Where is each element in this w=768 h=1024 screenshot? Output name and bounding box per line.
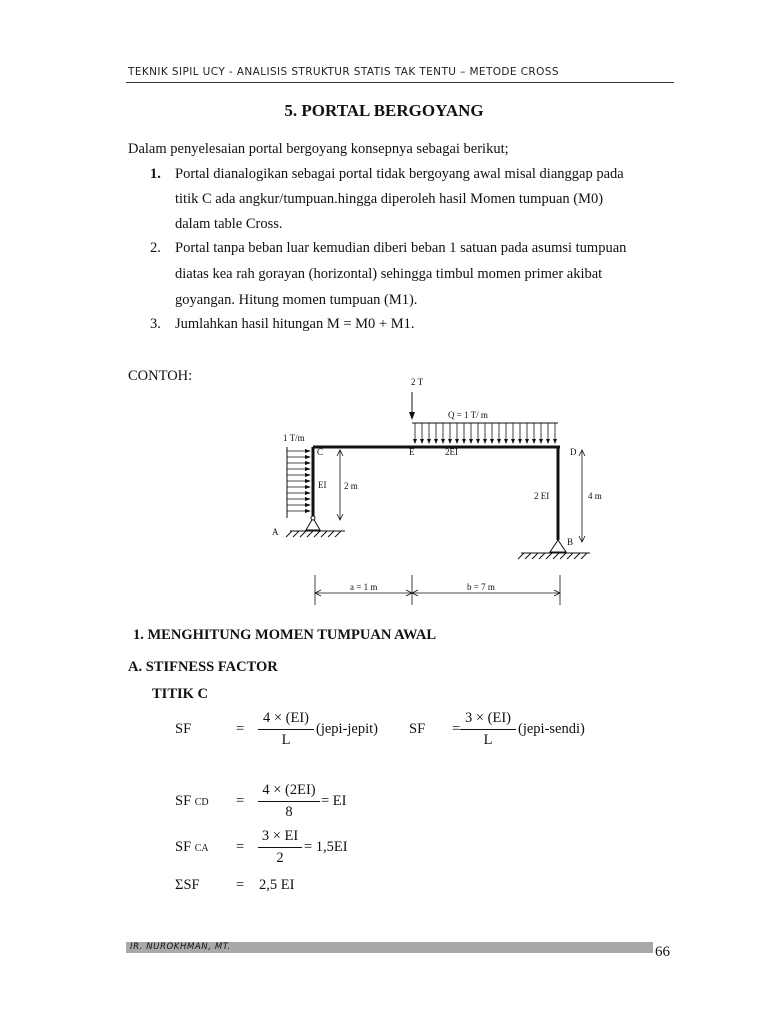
label-node-b: B xyxy=(567,537,574,547)
page-title: 5. PORTAL BERGOYANG xyxy=(284,101,484,120)
titik-heading: TITIK C xyxy=(152,686,209,702)
sum-sf-label: ΣSF xyxy=(175,877,200,893)
fraction-cd xyxy=(258,782,320,821)
sf-cd-label xyxy=(175,793,209,810)
fraction-jepit-den: L xyxy=(281,732,291,748)
label-node-c: C xyxy=(317,447,324,457)
step-2-line-2: diatas kea rah gorayan (horizontal) sehingga timbul momen primer akibat xyxy=(175,266,603,282)
fraction-jepit-num: 4 × (EI) xyxy=(258,710,314,730)
step-2-number: 2. xyxy=(150,240,161,256)
equals-ca: = xyxy=(236,839,245,855)
label-col-right-ei: 2 EI xyxy=(534,491,550,501)
step-3-number: 3. xyxy=(150,316,161,332)
step-2-line-1: Portal tanpa beban luar kemudian diberi beban 1 satuan pada asumsi tumpuan xyxy=(175,240,627,256)
sf-ca-result: = 1,5EI xyxy=(304,839,348,855)
label-node-e: E xyxy=(409,447,415,457)
label-beam-ei: 2EI xyxy=(445,447,458,457)
sf-ca-label xyxy=(175,839,209,856)
example-label: CONTOH: xyxy=(128,368,193,384)
fraction-cd-num: 4 × (2EI) xyxy=(258,782,320,802)
fraction-sendi-den: L xyxy=(483,732,493,748)
step-1-line-1: Portal dianalogikan sebagai portal tidak bergoyang awal misal dianggap pada xyxy=(175,166,624,182)
label-lateral-load: 1 T/m xyxy=(283,433,305,443)
label-dim-a: a = 1 m xyxy=(350,582,378,592)
support-a xyxy=(286,516,345,537)
fraction-ca-den: 2 xyxy=(276,850,284,866)
step-1-line-3: dalam table Cross. xyxy=(175,216,283,232)
dim-right-height xyxy=(579,450,585,542)
footer-author: IR. NUROKHMAN, MT. xyxy=(130,942,231,952)
support-b xyxy=(518,540,590,559)
page-number: 66 xyxy=(655,944,670,960)
label-point-load: 2 T xyxy=(411,377,424,387)
equals-sum: = xyxy=(236,877,245,893)
label-col-left-ei: EI xyxy=(318,480,327,490)
page-header: TEKNIK SIPIL UCY - ANALISIS STRUKTUR STATIS TAK TENTU – METODE CROSS xyxy=(128,66,559,78)
section-1-heading: 1. MENGHITUNG MOMEN TUMPUAN AWAL xyxy=(133,627,437,643)
fraction-cd-den: 8 xyxy=(285,804,293,820)
label-dist-load: Q = 1 T/ m xyxy=(448,410,488,420)
fraction-sendi-num: 3 × (EI) xyxy=(460,710,516,730)
sf-ca-label-main: SF xyxy=(175,839,192,855)
fraction-sendi xyxy=(460,710,516,749)
label-col-right-height: 4 m xyxy=(588,491,602,501)
sum-sf-value: 2,5 EI xyxy=(259,877,295,893)
fraction-jepit xyxy=(258,710,314,749)
sf-label-1: SF xyxy=(175,721,192,737)
label-node-a: A xyxy=(272,527,279,537)
sf-cd-label-main: SF xyxy=(175,793,192,809)
sf-label-2: SF xyxy=(409,721,426,737)
equals-cd: = xyxy=(236,793,245,809)
intro-text: Dalam penyelesaian portal bergoyang konsepnya sebagai berikut; xyxy=(128,141,509,157)
equals-2: = xyxy=(452,721,461,737)
step-3-line-1: Jumlahkan hasil hitungan M = M0 + M1. xyxy=(175,316,415,332)
step-1-number: 1. xyxy=(150,166,161,182)
sf-cd-subscript: CD xyxy=(194,797,209,808)
label-node-d: D xyxy=(570,447,577,457)
label-col-left-height: 2 m xyxy=(344,481,358,491)
sf-cd-result: = EI xyxy=(321,793,347,809)
equals-1: = xyxy=(236,721,245,737)
step-1-line-2: titik C ada angkur/tumpuan.hingga diperoleh hasil Momen tumpuan (M0) xyxy=(175,191,604,207)
note-jepit: (jepi-jepit) xyxy=(316,721,379,737)
note-sendi: (jepi-sendi) xyxy=(518,721,585,737)
step-2-line-3: goyangan. Hitung momen tumpuan (M1). xyxy=(175,292,418,308)
fraction-ca xyxy=(258,828,302,867)
label-dim-b: b = 7 m xyxy=(467,582,495,592)
dim-left-height xyxy=(337,450,343,520)
fraction-ca-num: 3 × EI xyxy=(258,828,302,848)
section-a-heading: A. STIFNESS FACTOR xyxy=(128,659,278,675)
sf-ca-subscript: CA xyxy=(194,843,209,854)
